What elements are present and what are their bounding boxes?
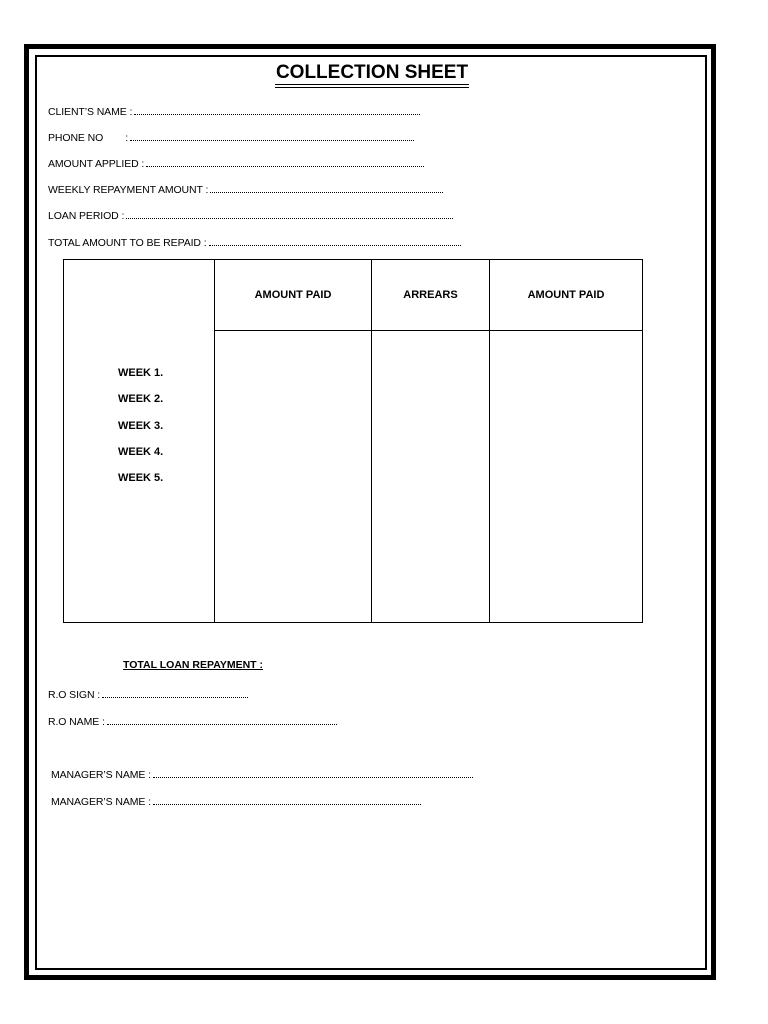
total-loan-repayment: TOTAL LOAN REPAYMENT : (123, 659, 264, 671)
amount-paid-cell[interactable] (215, 331, 372, 623)
weeks-column (64, 260, 215, 623)
client-name-field (48, 105, 420, 118)
week-label: WEEK 2. (118, 393, 164, 406)
collection-table (63, 259, 643, 623)
header-amount-paid: AMOUNT PAID (215, 260, 372, 331)
manager-name-field-2 (51, 795, 421, 808)
phone-field (48, 131, 414, 144)
week-label: WEEK 3. (118, 419, 164, 432)
week-label: WEEK 5. (118, 472, 164, 485)
table-header-row (64, 260, 643, 331)
amount-applied-label: AMOUNT APPLIED : (48, 158, 145, 170)
amount-paid-cell-2[interactable] (490, 331, 643, 623)
page-title-text: COLLECTION SHEET (275, 62, 469, 88)
header-amount-paid-2: AMOUNT PAID (490, 260, 643, 331)
weekly-repayment-blank[interactable] (210, 183, 443, 193)
manager-name-label: MANAGER’S NAME : (51, 769, 151, 781)
header-arrears: ARREARS (372, 260, 490, 331)
page-title (0, 62, 744, 88)
phone-label: PHONE NO (48, 132, 104, 144)
ro-sign-label: R.O SIGN : (48, 689, 101, 701)
weekly-repayment-field (48, 183, 443, 196)
loan-period-field (48, 209, 453, 222)
loan-period-blank[interactable] (126, 209, 453, 219)
phone-blank[interactable] (130, 131, 414, 141)
amount-applied-blank[interactable] (146, 157, 424, 167)
total-to-repay-field (48, 236, 461, 249)
loan-period-label: LOAN PERIOD : (48, 210, 125, 222)
manager-name-label-2: MANAGER’S NAME : (51, 796, 151, 808)
ro-name-blank[interactable] (107, 715, 337, 725)
arrears-cell[interactable] (372, 331, 490, 623)
manager-name-blank-1[interactable] (153, 768, 473, 778)
ro-name-label: R.O NAME : (48, 716, 105, 728)
total-to-repay-label: TOTAL AMOUNT TO BE REPAID : (48, 237, 207, 249)
week-label: WEEK 1. (118, 367, 164, 379)
manager-name-blank-2[interactable] (153, 795, 421, 805)
week-label: WEEK 4. (118, 445, 164, 458)
manager-name-field-1 (51, 768, 473, 781)
ro-sign-blank[interactable] (102, 688, 248, 698)
weekly-repayment-label: WEEKLY REPAYMENT AMOUNT : (48, 184, 209, 196)
client-name-label: CLIENT’S NAME : (48, 106, 133, 118)
amount-applied-field (48, 157, 424, 170)
total-to-repay-blank[interactable] (209, 236, 461, 246)
ro-name-field (48, 715, 337, 728)
client-name-blank[interactable] (134, 105, 420, 115)
phone-colon: : (125, 132, 129, 144)
ro-sign-field (48, 688, 248, 701)
